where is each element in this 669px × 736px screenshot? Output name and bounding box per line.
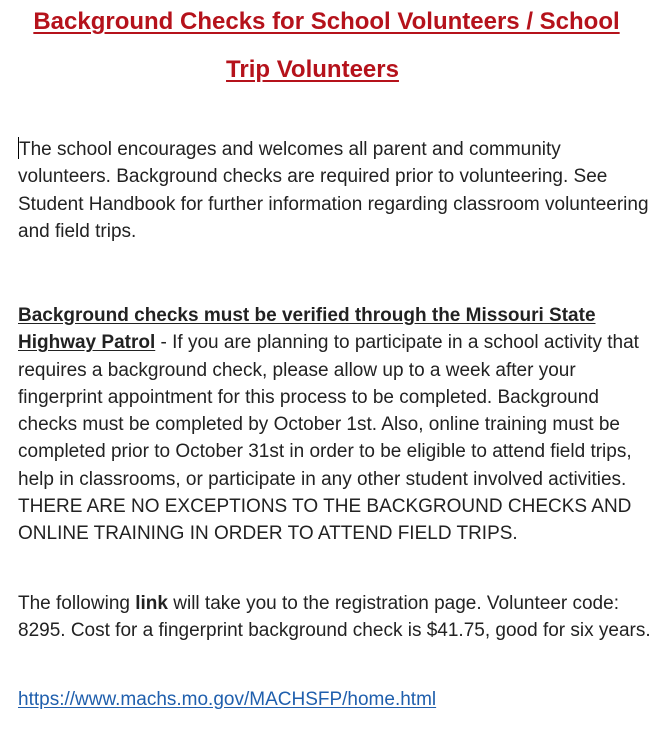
- url-paragraph: [18, 686, 658, 713]
- page-title-line-2: Trip Volunteers: [226, 56, 399, 83]
- link-word: link: [135, 593, 168, 614]
- intro-text: The school encourages and welcomes all parent and community volunteers. Background checks are required prior to volunteering. See Student Handbook for further information regarding classroom volunteering and field trips.: [18, 139, 649, 242]
- requirement-heading: Background checks must be verified through the Missouri State Highway Patrol: [18, 305, 596, 354]
- registration-link[interactable]: https://www.machs.mo.gov/MACHSFP/home.html: [18, 689, 437, 710]
- requirement-paragraph: [18, 302, 658, 548]
- requirement-body: - If you are planning to participate in a school activity that requires a background check, please allow up to a week after your fingerprint appointment for this process to be completed. Background checks must be completed by October 1st. Also, online training must be completed prior to October 31st in order to be eligible to attend field trips, help in classrooms, or participate in any other student involved activities. THERE ARE NO EXCEPTIONS TO THE BACKGROUND CHECKS AND ONLINE TRAINING IN ORDER TO ATTEND FIELD TRIPS.: [18, 332, 639, 545]
- registration-paragraph: [18, 590, 658, 645]
- registration-suffix: will take you to the registration page. Volunteer code: 8295. Cost for a fingerprint background check is $41.75, good for six years.: [18, 593, 651, 642]
- intro-paragraph: [18, 136, 658, 245]
- registration-prefix: The following: [18, 593, 136, 614]
- page-title-line-1: Background Checks for School Volunteers / School: [33, 8, 620, 35]
